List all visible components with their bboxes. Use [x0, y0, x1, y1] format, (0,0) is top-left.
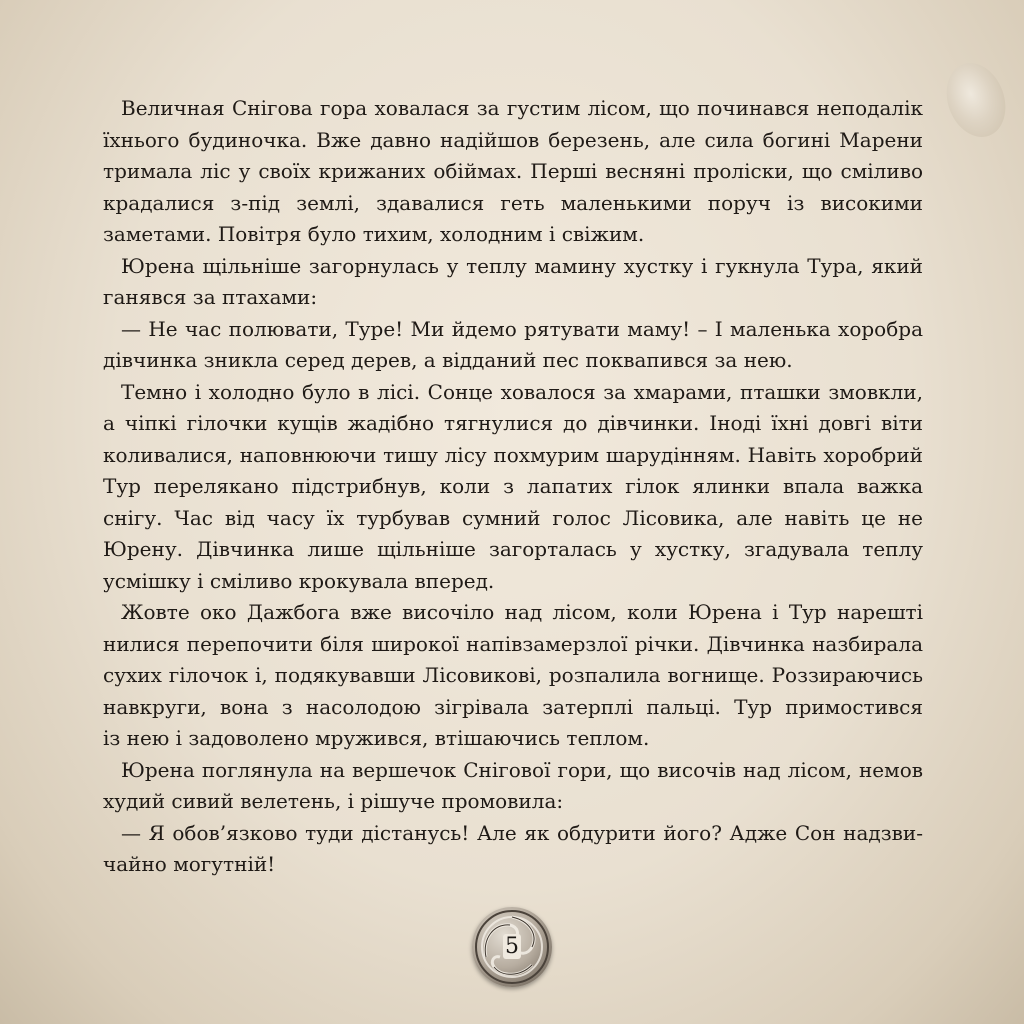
text-line: снігу. Час від часу їх турбував сумний голос Лісовика, але навіть це не — [103, 505, 923, 530]
text-line: сухих гілочок і, подякувавши Лісовикові, розпалила вогнище. Роззираючись — [103, 663, 923, 687]
text-line: із нею і задоволено мружився, втішаючись теплом. — [103, 726, 650, 750]
text-line: чайно могутній! — [103, 852, 276, 876]
text-line: усмішку і сміливо крокувала вперед. — [103, 568, 495, 593]
story-text — [103, 93, 923, 881]
text-line: Юрена щільніше загорнулась у теплу мамину хустку і гукнула Тура, який — [121, 253, 923, 278]
text-line: заметами. Повітря було тихим, холодним і свіжим. — [103, 222, 645, 246]
text-line: дівчинка зникла серед дерев, а відданий пес поквапився за нею. — [103, 348, 793, 372]
text-line: Юрену. Дівчинка лише щільніше загорталась у хустку, згадувала теплу — [103, 537, 923, 561]
text-line: — Не час полювати, Туре! Ми йдемо рятувати маму! – І маленька хоробра — [121, 316, 923, 341]
text-line: навкруги, вона з насолодою зігрівала затерплі пальці. Тур примостився — [103, 694, 923, 719]
page-number-medallion — [472, 907, 552, 987]
text-line: коливалися, наповнюючи тишу лісу похмурим шарудінням. Навіть хоробрий — [103, 442, 923, 467]
text-line: крадалися з-під землі, здавалися геть маленькими поруч із високими — [103, 190, 923, 215]
text-line: Темно і холодно було в лісі. Сонце ховалося за хмарами, пташки змовкли, — [121, 379, 923, 404]
text-line: тримала ліс у своїх крижаних обіймах. Перші весняні проліски, що сміливо — [103, 159, 923, 183]
text-line: худий сивий велетень, і рішуче промовила: — [103, 789, 564, 813]
text-line: — Я обов’язково туди дістанусь! Але як обдурити його? Адже Сон надзви- — [121, 820, 923, 845]
text-line: ганявся за птахами: — [103, 285, 318, 309]
page-number: 5 — [505, 934, 519, 959]
text-line: нилися перепочити біля широкої напівзамерзлої річки. Дівчинка назбирала — [103, 631, 923, 656]
text-line: їхнього будиночка. Вже давно надійшов березень, але сила богині Марени — [103, 127, 923, 152]
text-line: Величная Снігова гора ховалася за густим лісом, що починався неподалік — [121, 96, 923, 120]
paper-stain — [937, 55, 1016, 146]
text-line: Юрена поглянула на вершечок Снігової гори, що височів над лісом, немов — [121, 757, 923, 782]
text-line: Тур перелякано підстрибнув, коли з лапатих гілок ялинки впала важка — [103, 474, 923, 498]
text-line: а чіпкі гілочки кущів жадібно тягнулися до дівчинки. Іноді їхні довгі віти — [103, 411, 923, 435]
text-line: Жовте око Дажбога вже височіло над лісом, коли Юрена і Тур нарешті — [121, 600, 923, 624]
